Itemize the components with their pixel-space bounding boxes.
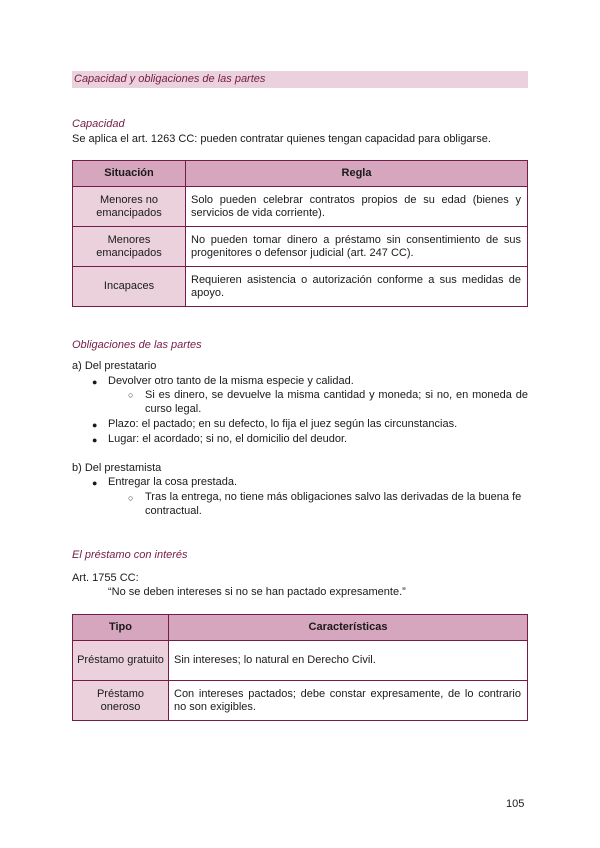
bullet-icon: ● bbox=[92, 478, 98, 488]
sub-bullet-icon: ○ bbox=[128, 390, 134, 400]
regla-cell: Solo pueden celebrar contratos propios de su edad (bienes y servicios de vida corriente). bbox=[186, 187, 528, 227]
table-row bbox=[73, 187, 528, 227]
interes-table bbox=[72, 614, 528, 721]
regla-cell: Requieren asistencia o autorización conforme a sus medidas de apoyo. bbox=[186, 267, 528, 307]
table-row bbox=[73, 227, 528, 267]
capacidad-heading: Capacidad bbox=[72, 118, 125, 130]
table-header: Regla bbox=[186, 161, 528, 187]
interes-quote: “No se deben intereses si no se han pactado expresamente.” bbox=[108, 586, 406, 598]
table-header: Características bbox=[169, 615, 528, 641]
table-header: Situación bbox=[73, 161, 186, 187]
tipo-cell: Préstamo oneroso bbox=[73, 681, 169, 721]
capacidad-intro: Se aplica el art. 1263 CC: pueden contratar quienes tengan capacidad para obligarse. bbox=[72, 133, 491, 145]
table-header: Tipo bbox=[73, 615, 169, 641]
obligaciones-heading: Obligaciones de las partes bbox=[72, 339, 202, 351]
situacion-cell: Menores emancipados bbox=[73, 227, 186, 267]
table-row bbox=[73, 267, 528, 307]
prestamista-item: Entregar la cosa prestada. bbox=[108, 476, 238, 488]
caracteristicas-cell: Con intereses pactados; debe constar expresamente, de lo contrario no son exigibles. bbox=[169, 681, 528, 721]
regla-cell: No pueden tomar dinero a préstamo sin consentimiento de sus progenitores o defensor judicial (art. 247 CC). bbox=[186, 227, 528, 267]
table-header-row bbox=[73, 615, 528, 641]
table-row bbox=[73, 641, 528, 681]
section-title: Capacidad y obligaciones de las partes bbox=[72, 71, 528, 88]
bullet-icon: ● bbox=[92, 435, 98, 445]
prestamista-subitem: Tras la entrega, no tiene más obligaciones salvo las derivadas de la buena fe contractual. bbox=[145, 491, 522, 517]
bullet-icon: ● bbox=[92, 420, 98, 430]
caracteristicas-cell: Sin intereses; lo natural en Derecho Civil. bbox=[169, 641, 528, 681]
situacion-cell: Incapaces bbox=[73, 267, 186, 307]
capacidad-table bbox=[72, 160, 528, 307]
prestatario-item: Plazo: el pactado; en su defecto, lo fija el juez según las circunstancias. bbox=[108, 418, 458, 430]
sub-bullet-icon: ○ bbox=[128, 493, 134, 503]
prestatario-item: Devolver otro tanto de la misma especie y calidad. bbox=[108, 375, 354, 387]
prestatario-label: a) Del prestatario bbox=[72, 360, 157, 372]
table-header-row bbox=[73, 161, 528, 187]
page-number: 105 bbox=[506, 798, 525, 810]
interes-heading: El préstamo con interés bbox=[72, 549, 188, 561]
prestamista-label: b) Del prestamista bbox=[72, 462, 162, 474]
interes-article: Art. 1755 CC: bbox=[72, 572, 139, 584]
prestatario-item: Lugar: el acordado; si no, el domicilio del deudor. bbox=[108, 433, 348, 445]
situacion-cell: Menores no emancipados bbox=[73, 187, 186, 227]
bullet-icon: ● bbox=[92, 377, 98, 387]
tipo-cell: Préstamo gratuito bbox=[73, 641, 169, 681]
table-row bbox=[73, 681, 528, 721]
prestatario-subitem: Si es dinero, se devuelve la misma cantidad y moneda; si no, en moneda de curso legal. bbox=[145, 389, 528, 415]
